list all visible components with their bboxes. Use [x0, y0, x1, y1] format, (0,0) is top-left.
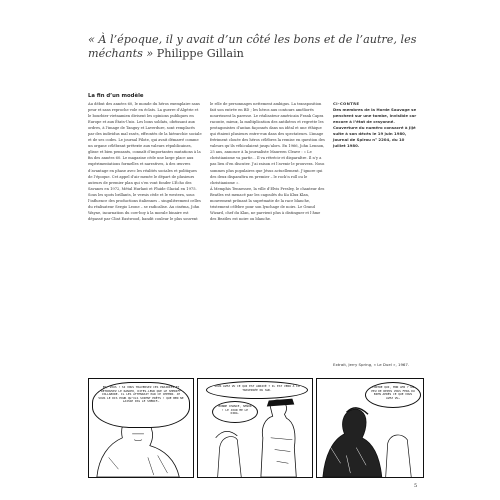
- comic-strip: [88, 378, 424, 478]
- speech-bubble: BONNE CHANCE, SEÑOR ! LE JOUR ME LE DIRA.: [212, 401, 258, 423]
- pull-quote-author: Philippe Gillain: [153, 47, 244, 60]
- sidebar-body: Des membres de la Horde Sauvage se penchent sur une tombe, invisible car encore à l’état de crayonné. Couverture du numéro consacré à Jijé suite à son décès le 19 juin 1980, Journal de Spirou n° 2204, du 10 juillet 1980.: [333, 106, 417, 148]
- comic-panel-2: [197, 378, 313, 478]
- page-number: 5: [414, 483, 418, 489]
- comic-panel-3: [316, 378, 424, 478]
- figure-caption: Extrait, Jerry Spring, « Le Duel », 1967.: [333, 362, 410, 367]
- speech-bubble: CONTRE QUI, MON AMI ? UN PEU DE REPOS VOUS FERA DU BIEN APRÈS CE QUE VOUS AVEZ VU…: [365, 382, 421, 408]
- article-column-1: [88, 101, 202, 222]
- pull-quote-text: « À l’époque, il y avait d’un côté les bons et de l’autre, les méchants »: [88, 33, 417, 60]
- article-column-2: [210, 101, 325, 222]
- paragraph: le rôle de personnages nettement ambigus. La transposition fait son entrée en BD ; les héros aux contours améliorés nourrissent la paresse. Le réalisateur américain Frank Capra raconte, mieux, la multiplication des antihéros et regrette les protagonistes d’antan façonnés dans un idéal et une éthique qui étaient plusieurs entre-eux dans des spectateurs. L’image frériment clouée des héros célèbres la remise en question des valeurs qu’ils véhiculaient jusqu’alors. En 1966, John Lennon, 25 ans, annonce à la journaliste Maureen Cleave : « Le christianisme va partir… Il va rétrécir et disparaître. Il n’y a pas lieu d’en discuter. J’ai raison et l’avenir le prouvera. Nous sommes plus populaires que Jésus actuellement. J’ignore qui des deux disparaîtra en premier – le rock’n roll ou le christianisme ».: [210, 102, 325, 185]
- sidebar-note: [333, 101, 417, 149]
- section-heading: La fin d’un modèle: [88, 93, 144, 99]
- paragraph: À Memphis Tennessee, la ville d’Elvis Presley, le chanteur des Beatles est menacé par les cagoulés du Ku Klux Klan, mouvement prônant la suprématie de la race blanche, tristement célèbre pour son lynchage de noirs. Le Grand Wizard, chef du Klan, ne parvient plus à distinguer et l’âme des Beatles est noire ou blanche.: [210, 186, 325, 221]
- speech-bubble: EH, VOUS ! SI VOUS TRAVERSEZ CES PRAIRIES ET RETROUVEZ LE RANCHO, DITES-LEUR QUE LE SHERIFF COLLABORE. IL LES ATTENDAIT PAR CE CHEMIN. JE VOUS LE DIS POUR QU’ILS SOIENT PRÊTS ! QUE BEN NE LAISSE PAS LE SHÉRIF…: [92, 382, 190, 428]
- comic-panel-1: [88, 378, 194, 478]
- paragraph: Au début des années 60, le monde du héros exemplaire sans peur et sans reproche vole en éclats. La guerre d’Algérie et le bourbier vietnamien divisent les opinions publiques en Europe et aux États-Unis. Les bons soldats, obéissant aux ordres, à l’image de Tanguy et Laverdure, sont remplacés par des individus mal rasés, effrontés de la hiérarchie sociale et de ses codes. Le journal Pilote, qui avait démarré comme un organe célébrant prétexte aux valeurs républicaines, glisse et bien pensants, connaît d’importantes mutations à la fin des années 60. Le magazine cède une large place aux expérimentations formelles et narratives, à des œuvres d’avantage en phase avec les réalités sociales et politiques de l’époque. Cet appel d’air menée le départ de plusieurs auteurs de premier plan qui s’en vont fonder L’Écho des Savanes en 1972, Métal Hurlant et Fluide Glacial en 1975. Sous les spots brillants, le vernis cède et le western, sous l’influence des productions italiennes – singulièrement celles du réalisateur Sergio Leone – se radicalise. Au cinéma, John Wayne, incarnation du cow-boy à la morale binaire est dépassé par Clint Eastwood, bandit couleur le plus souvent: [88, 102, 202, 221]
- speech-bubble: VOUS AVEZ VU CE QUI EST ARRIVÉ ? IL EST VENU À LA TRAVERSÉE DU SUD.: [206, 381, 308, 399]
- pull-quote: [88, 33, 428, 61]
- sidebar-heading: CI-CONTRE: [333, 101, 360, 106]
